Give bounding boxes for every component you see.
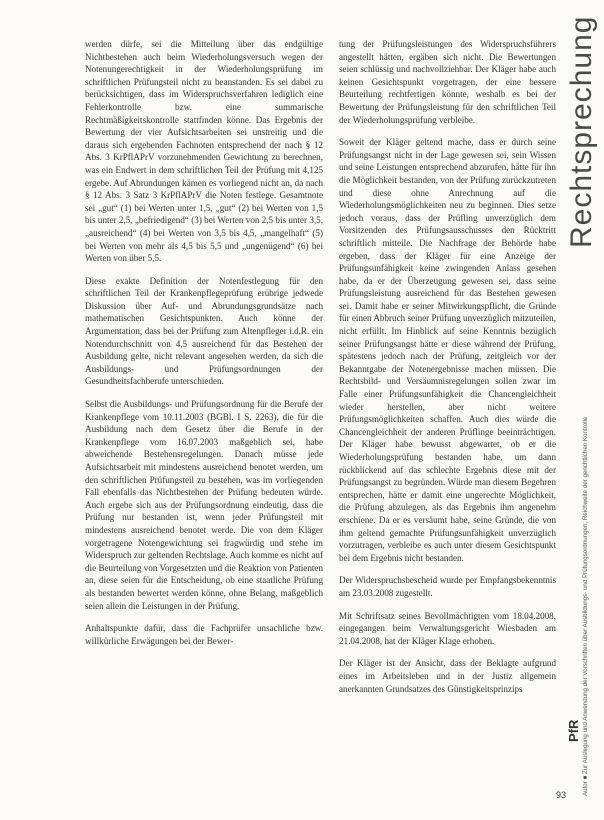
left-text-column	[85, 38, 323, 657]
paragraph: Soweit der Kläger geltend mache, dass er durch seine Prüfungsangst nicht in der Lage gewesen sei, sein Wissen und seine Leistungen entsprechend abzurufen, hätte für ihn die Möglichkeit bestanden, von der Prüfung zurückzutreten und diese ohne Anrechnung auf die Wiederholungsmöglichkeiten neu zu beginnen. Dies setze jedoch voraus, dass der Prüfling unverzüglich dem Vorsitzenden des Prüfungsausschusses den Rücktritt schriftlich mitteile. Die Nachfrage der Behörde habe ergeben, dass der Kläger für eine Anzeige der Prüfungsunfähigkeit keine zwingenden Anlass gesehen habe, da er der Überzeugung gewesen sei, dass seine Prüfungsleistung ausreichend für das Bestehen gewesen sei. Damit habe er seiner Mitwirkungspflicht, die Gründe für einen Abbruch seiner Prüfung unverzüglich mitzuteilen, nicht erfüllt. Im Hinblick auf seine Kenntnis bezüglich seiner Prüfungsangst hätte er diese während der Prüfung, spätestens jedoch nach der Prüfung, zeitgleich vor der Bekanntgabe der Notenergebnisse machen müssen. Die Rechtsbild- und Versäumnisregelungen sollen zwar im Falle einer Prüfungsunfähigkeit die Chancengleichheit wieder herstellen, aber nicht weitere Prüfungsmöglichkeiten schaffen. Auch dies würde die Chancengleichheit der anderen Prüflinge beeinträchtigen. Der Kläger habe bewusst abgewartet, ob er die Wiederholungsprüfung bestanden habe, um dann rückblickend auf das schlechte Ergebnis diese mit der Prüfungsangst zu begründen. Würde man diesem Begehren entsprechen, hätte er damit eine ungerechte Möglichkeit, die Prüfung abzulegen, als das Ergebnis ihm angenehm erschiene. Da er es versäumt habe, seine Gründe, die von ihm geltend gemachte Prüfungsunfähigkeit unverzüglich vorzutragen, verbleibe es auch unter diesem Gesichtspunkt bei dem Ergebnis nicht bestanden.	[339, 137, 556, 563]
section-title: Rechtsprechung	[565, 15, 598, 248]
paragraph: Selbst die Ausbildungs- und Prüfungsordnung für die Berufe der Krankenpflege vom 10.11.2003 (BGBl. I S. 2263), die für die Ausbildung nach dem Gesetz über die Berufe in der Krankenpflege vom 16.07.2003 maßgeblich sei, habe abweichende Bestehensregelungen. Danach müsse jede Aufsichtsarbeit mit mindestens ausreichend benotet werden, um den schriftlichen Prüfungsteil zu bestehen, was im vorliegenden Fall ebenfalls das Nichtbestehen der Prüfung bedeuten würde. Auch ergebe sich aus der Prüfungsordnung eindeutig, dass die Prüfung nur bestanden ist, wenn jeder Prüfungsteil mit mindestens ausreichend benotet werde. Die von dem Kläger vorgetragene Notengewichtung sei fragwürdig und stehe im Widerspruch zur geltenden Rechtslage. Auch komme es nicht auf die Beurteilung von Vorgesetzten und die Reaktion von Patienten an, diese seien für die Entscheidung, ob eine staatliche Prüfung als bestanden bewertet werden könne, ohne Belang, maßgeblich seien allein die Leistungen in der Prüfung.	[85, 399, 323, 611]
running-head: Autor ■ Zur Auslegung und Anwendung der Vorschriften über Ausbildungs- und Prüfungsordnungen; Reichweite der gerichtlichen Kontrolle	[582, 416, 589, 796]
paragraph: tung der Prüfungsleistungen des Widerspruchsführers angestellt hätten, ergäben sich nicht. Die Bewertungen seien schlüssig und nachvollziehbar. Der Kläger habe auch keinen Gesichtspunkt vorgetragen, der eine bessere Beurteilung rechtfertigen könnte, weshalb es bei der Bewertung der Prüfungsleistung für den schriftlichen Teil der Wiederholungsprüfung verbleibe.	[339, 39, 556, 125]
paragraph: Diese exakte Definition der Notenfestlegung für den schriftlichen Teil der Krankenpflegeprüfung erübrige jedwede Diskussion über Auf- und Abrundungsgrundsätze nach mathematischen Gesichtspunkten. Auch könne der Argumentation, dass bei der Prüfung zum Altenpfleger i.d.R. ein Notendurchschnitt von 4,5 ausreichend für das Bestehen der Ausbildung gelte, nicht relevant angesehen werden, da sich die Ausbildungs- und Prüfungsordnungen der Gesundheitsfachberufe unterschieden.	[85, 275, 323, 387]
paragraph: werden dürfe, sei die Mitteilung über das endgültige Nichtbestehen auch beim Wiederholungsversuch wegen der Notenungerechtigkeit in der Wiederholungsprüfung im schriftlichen Prüfungsteil nicht zu beanstanden. Es sei dabei zu berücksichtigen, dass im Widerspruchsverfahren lediglich eine Fehlerkontrolle bzw. eine summarische Rechtmäßigkeitskontrolle stattfinden könne. Das Ergebnis der Bewertung der vier Aufsichtsarbeiten sei unstreitig und die daraus sich ergebenden Fachnoten entsprechend der nach § 12 Abs. 3 KrPflAPrV vorzunehmenden Gewichtung zu berechnen, was ein Endwert in dem schriftlichen Teil der Prüfung mit 4,125 ergebe. Auf Abrundungen kämen es vorliegend nicht an, da nach § 12 Abs. 3 Satz 3 KrPflAPrV die Noten festlege. Gesamtnote sei „gut“ (1) bei Werten unter 1,5, „gut“ (2) bei Werten von 1,5 bis unter 2,5, „befriedigend“ (3) bei Werten von 2,5 bis unter 3,5, „ausreichend“ (4) bei Werten von 3,5 bis 4,5, „mangelhaft“ (5) bei Werten von mehr als 4,5 bis 5,5 und „ungenügend“ (6) bei Werten von über 5,5.	[85, 39, 323, 264]
paragraph: Anhaltspunkte dafür, dass die Fachprüfer unsachliche bzw. willkürliche Erwägungen bei der Bewer-	[85, 623, 323, 646]
paragraph: Mit Schriftsatz seines Bevollmächtigten vom 18.04.2008, eingegangen beim Verwaltungsgericht Wiesbaden am 21.04.2008, hat der Kläger Klage erhoben.	[339, 610, 556, 646]
right-text-column	[339, 38, 556, 705]
paragraph: Der Widerspruchsbescheid wurde per Empfangsbekenntnis am 23.03.2008 zugestellt.	[339, 575, 556, 598]
paragraph: Der Kläger ist der Ansicht, dass der Beklagte aufgrund eines im Arbeitsleben und in der Justiz allgemein anerkannten Grundsatzes des Günstigkeitsprinzips	[339, 658, 556, 694]
page-number: 93	[556, 790, 567, 800]
journal-logo: PfR	[566, 719, 581, 742]
